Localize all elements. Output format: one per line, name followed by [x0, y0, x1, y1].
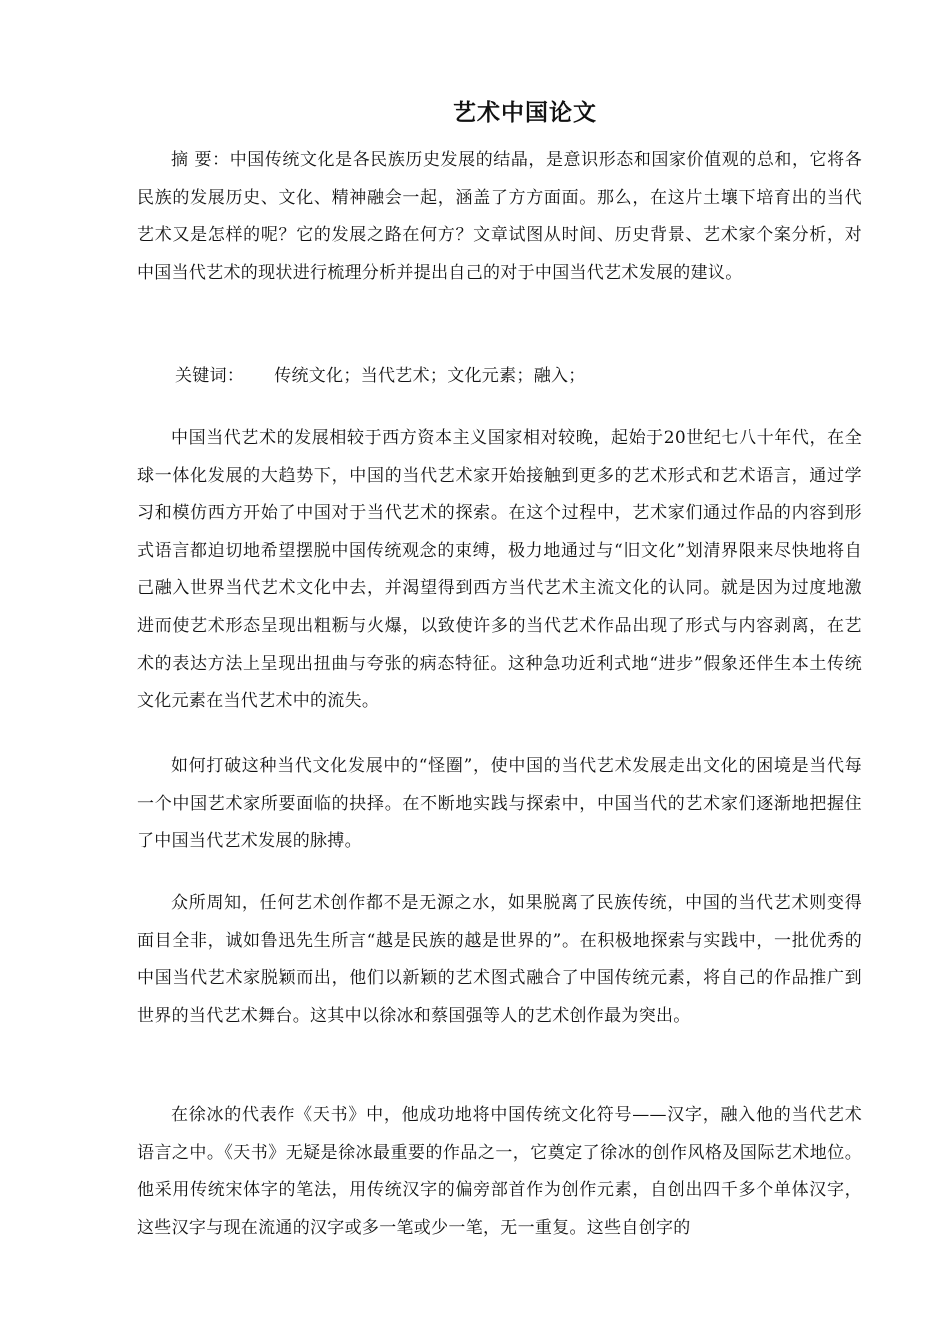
- body-paragraph: 中国当代艺术的发展相较于西方资本主义国家相对较晚，起始于20世纪七八十年代，在全球一体化发展的大趋势下，中国的当代艺术家开始接触到更多的艺术形式和艺术语言，通过学习和模仿西方开始了中国对于当代艺术的探索。在这个过程中，艺术家们通过作品的内容到形式语言都迫切地希望摆脱中国传统观念的束缚，极力地通过与“旧文化”划清界限来尽快地将自己融入世界当代艺术文化中去，并渴望得到西方当代艺术主流文化的认同。就是因为过度地激进而使艺术形态呈现出粗粝与火爆，以致使许多的当代艺术作品出现了形式与内容剥离，在艺术的表达方法上呈现出扭曲与夸张的病态特征。这种急功近利式地“进步”假象还伴生本土传统文化元素在当代艺术中的流失。: [137, 428, 862, 712]
- body-paragraph: 众所周知，任何艺术创作都不是无源之水，如果脱离了民族传统，中国的当代艺术则变得面目全非，诚如鲁迅先生所言“越是民族的越是世界的”。在积极地探索与实践中，一批优秀的中国当代艺术家脱颖而出，他们以新颖的艺术图式融合了中国传统元素，将自己的作品推广到世界的当代艺术舞台。这其中以徐冰和蔡国强等人的艺术创作最为突出。: [137, 893, 862, 1026]
- keywords-label: 关键词：: [175, 366, 245, 386]
- keywords-text: 传统文化；当代艺术；文化元素；融入；: [274, 366, 586, 386]
- keywords-section: [137, 358, 865, 396]
- body-paragraph: 在徐冰的代表作《天书》中，他成功地将中国传统文化符号——汉字，融入他的当代艺术语言之中。《天书》无疑是徐冰最重要的作品之一，它奠定了徐冰的创作风格及国际艺术地位。他采用传统宋体字的笔法，用传统汉字的偏旁部首作为创作元素，自创出四千多个单体汉字，这些汉字与现在流通的汉字或多一笔或少一笔，无一重复。这些自创字的: [137, 1105, 862, 1238]
- body-section-1: [137, 420, 862, 721]
- abstract-label: 摘 要：: [171, 150, 230, 170]
- body-section-4: [137, 1097, 862, 1247]
- body-paragraph: 如何打破这种当代文化发展中的“怪圈”，使中国的当代艺术发展走出文化的困境是当代每一个中国艺术家所要面临的抉择。在不断地实践与探索中，中国当代的艺术家们逐渐地把握住了中国当代艺术发展的脉搏。: [137, 756, 862, 852]
- abstract-text: 中国传统文化是各民族历史发展的结晶，是意识形态和国家价值观的总和，它将各民族的发展历史、文化、精神融会一起，涵盖了方方面面。那么，在这片土壤下培育出的当代艺术又是怎样的呢？它的发展之路在何方？文章试图从时间、历史背景、艺术家个案分析，对中国当代艺术的现状进行梳理分析并提出自己的对于中国当代艺术发展的建议。: [137, 150, 862, 283]
- document-title: 艺术中国论文: [453, 100, 597, 126]
- body-section-2: [137, 748, 862, 861]
- abstract-section: [137, 142, 862, 292]
- abstract-paragraph: [137, 142, 862, 292]
- body-section-3: [137, 885, 862, 1035]
